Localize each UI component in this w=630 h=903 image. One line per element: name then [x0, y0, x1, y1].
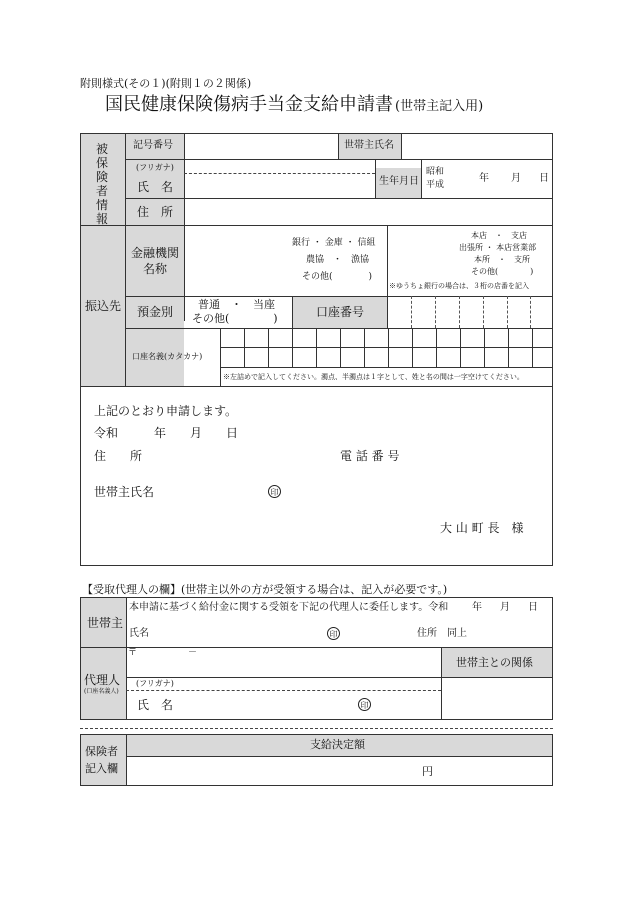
head-name-input[interactable] — [403, 135, 551, 157]
branch-types-line3: 本所 ・ 支所 — [474, 255, 530, 264]
proxy-head-address-label: 住所 同上 — [417, 628, 467, 639]
furigana-label: (フリガナ) — [136, 163, 174, 172]
insured-section-label: 被保険者情報 — [95, 142, 108, 226]
deposit-options-line1: 普通 ・ 当座 — [198, 298, 275, 311]
birth-year-unit: 年 — [479, 173, 489, 184]
proxy-heading: 【受取代理人の欄】(世帯主以外の方が受領する場合は、記入が必要です。) — [82, 583, 448, 596]
bank-types-line3: その他( ) — [302, 272, 373, 282]
deposit-type-label: 預金別 — [137, 305, 174, 319]
agent-address-input[interactable] — [128, 660, 439, 676]
katakana-note: ※左詰めで記入してください。濁点、半濁点は１字として、姓と名の間は一字空けてください。 — [223, 373, 524, 381]
agent-furigana-label: (フリガナ) — [136, 679, 174, 688]
transfer-section-label: 振込先 — [85, 299, 122, 313]
delegation-month-unit: 月 — [500, 602, 510, 613]
account-holder-input[interactable] — [222, 330, 551, 365]
relation-label: 世帯主との関係 — [456, 656, 533, 669]
postal-dash: － — [188, 648, 198, 658]
insured-address-input[interactable] — [186, 200, 551, 223]
application-statement: 上記のとおり申請します。 — [94, 404, 238, 418]
deposit-options-line2: その他( ) — [192, 312, 278, 325]
cut-line — [80, 728, 553, 729]
yucho-note: ※ゆうちょ銀行の場合は、３桁の店番を記入 — [389, 282, 529, 290]
applicant-name-label: 世帯主氏名 — [94, 485, 155, 499]
relation-input[interactable] — [443, 679, 551, 718]
birthdate-label: 生年月日 — [379, 176, 419, 187]
address-label: 住 所 — [137, 205, 174, 219]
era-heisei: 平成 — [426, 180, 445, 190]
bank-types-line2: 農協 ・ 漁協 — [306, 255, 370, 265]
birth-day-unit: 日 — [539, 173, 549, 184]
delegation-text: 本申請に基づく給付金に関する受領を下記の代理人に委任します。令和 — [129, 602, 449, 613]
insurer-label-2: 記入欄 — [85, 762, 118, 775]
form-title: 国民健康保険傷病手当金支給申請書 — [105, 94, 393, 115]
applicant-address-label: 住 所 — [94, 449, 143, 463]
bank-label-1: 金融機関 — [131, 246, 180, 260]
agent-sublabel: (口座名義人) — [84, 688, 119, 695]
proxy-head-label: 世帯主 — [87, 616, 124, 630]
postal-mark: 〒 — [128, 648, 138, 658]
form-title-suffix: (世帯主記入用) — [395, 99, 484, 114]
branch-types-line4: その他( ) — [471, 267, 534, 276]
insured-name-input[interactable] — [186, 161, 373, 196]
head-name-label: 世帯主氏名 — [344, 140, 394, 151]
amount-input[interactable] — [128, 758, 418, 784]
bank-label-2: 名称 — [143, 262, 168, 276]
applicant-seal-icon: 印 — [268, 485, 281, 498]
addressee: 大 山 町 長 様 — [440, 521, 524, 535]
account-number-input[interactable] — [389, 298, 551, 326]
yen-unit: 円 — [422, 765, 433, 778]
delegation-year-unit: 年 — [472, 602, 482, 613]
delegation-day-unit: 日 — [528, 602, 538, 613]
bank-types-line1: 銀行 ・ 金庫 ・ 信組 — [292, 238, 376, 248]
birth-month-unit: 月 — [511, 173, 521, 184]
agent-seal-icon: 印 — [358, 698, 371, 711]
applicant-phone-label: 電 話 番 号 — [340, 449, 400, 463]
account-holder-label: 口座名義(カタカナ) — [132, 352, 203, 361]
application-date: 令和 年 月 日 — [94, 426, 239, 440]
amount-label: 支給決定額 — [310, 738, 365, 751]
account-number-label: 口座番号 — [316, 305, 365, 319]
kigou-bangou-label: 記号番号 — [133, 140, 173, 151]
agent-name-input[interactable] — [186, 692, 351, 718]
proxy-head-seal-icon: 印 — [327, 627, 340, 640]
proxy-head-name-label: 氏名 — [129, 628, 149, 639]
name-label: 氏 名 — [137, 180, 174, 194]
agent-label: 代理人 — [84, 673, 121, 687]
kigou-bangou-input[interactable] — [186, 135, 336, 157]
era-showa: 昭和 — [426, 167, 445, 177]
insurer-label-1: 保険者 — [85, 745, 118, 758]
agent-name-label: 氏 名 — [137, 698, 174, 712]
form-reference: 附則様式(その１)(附則１の２関係) — [80, 77, 252, 90]
branch-types-line1: 本店 ・ 支店 — [471, 231, 527, 240]
branch-types-line2: 出張所 ・ 本店営業部 — [459, 243, 537, 252]
